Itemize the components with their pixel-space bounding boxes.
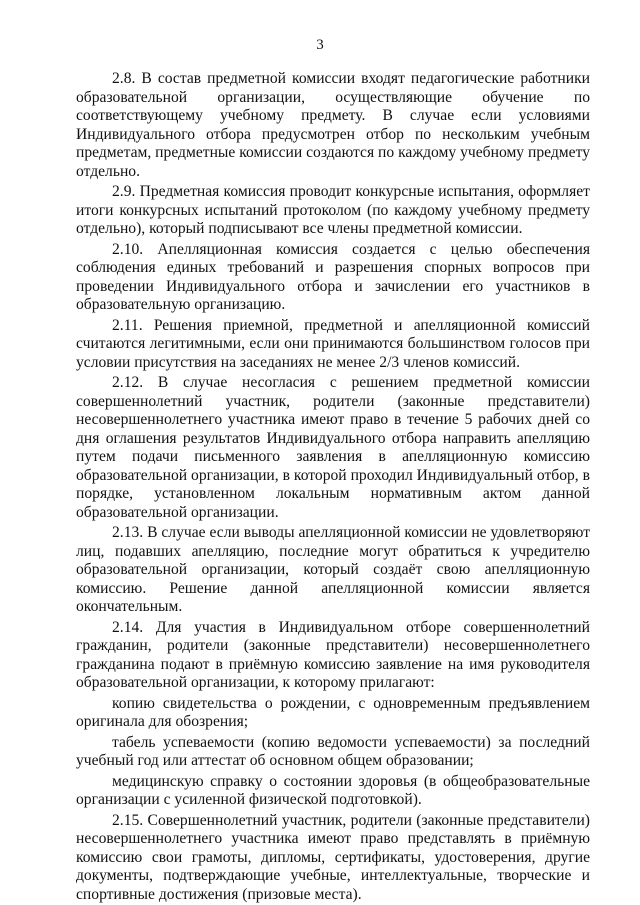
paragraph-2-9: 2.9. Предметная комиссия проводит конкурсные испытания, оформляет итоги конкурсных испытаний протоколом (по каждому учебному предмету отдельно), который подписывают все члены предметной комиссии. [76,183,590,237]
paragraph-2-12: 2.12. В случае несогласия с решением предметной комиссии совершеннолетний участник, родители (законные представители) несовершеннолетнего участника имеют право в течение 5 рабочих дней со дня оглашения результатов Индивидуального отбора направить апелляцию путем подачи письменного заявления в апелляционную комиссию образовательной организации, в которой проходил Индивидуальный отбор, в порядке, установленном локальным нормативным актом данной образовательной организации. [76,374,590,521]
paragraph-2-10: 2.10. Апелляционная комиссия создается с целью обеспечения соблюдения единых требований и разрешения спорных вопросов при проведении Индивидуального отбора и зачислении его участников в образовательную организацию. [76,240,590,313]
paragraph-2-8: 2.8. В состав предметной комиссии входят педагогические работники образовательной организации, осуществляющие обучение по соответствующему учебному предмету. В случае если условиями Индивидуального отбора предусмотрен отбор по нескольким учебным предметам, предметные комиссии создаются по каждому учебному предмету отдельно. [76,70,590,180]
paragraph-2-11: 2.11. Решения приемной, предметной и апелляционной комиссий считаются легитимными, если они принимаются большинством голосов при условии присутствия на заседаниях не менее 2/3 членов комиссий. [76,316,590,371]
list-item-medical-certificate: медицинскую справку о состоянии здоровья (в общеобразовательные организации с усиленной физической подготовкой). [76,772,590,808]
paragraph-2-14: 2.14. Для участия в Индивидуальном отборе совершеннолетний гражданин, родители (законные представители) несовершеннолетнего гражданина подают в приёмную комиссию заявление на имя руководителя образовательной организации, к которому прилагают: [76,618,590,691]
paragraph-2-15: 2.15. Совершеннолетний участник, родители (законные представители) несовершеннолетнего участника имеют право представлять в приёмную комиссию свои грамоты, дипломы, сертификаты, удостоверения, другие документы, подтверждающие учебные, интеллектуальные, творческие и спортивные достижения (призовые места). [76,811,590,903]
paragraph-2-13: 2.13. В случае если выводы апелляционной комиссии не удовлетворяют лиц, подавших апелляцию, последние могут обратиться к учредителю образовательной организации, который создаёт свою апелляционную комиссию. Решение данной апелляционной комиссии является окончательным. [76,524,591,615]
page-number: 3 [316,37,324,53]
document-body [76,70,590,904]
list-item-report-card: табель успеваемости (копию ведомости успеваемости) за последний учебный год или аттестат об основном общем образовании; [76,733,590,769]
list-item-birth-certificate: копию свидетельства о рождении, с одновременным предъявлением оригинала для обозрения; [76,694,590,730]
